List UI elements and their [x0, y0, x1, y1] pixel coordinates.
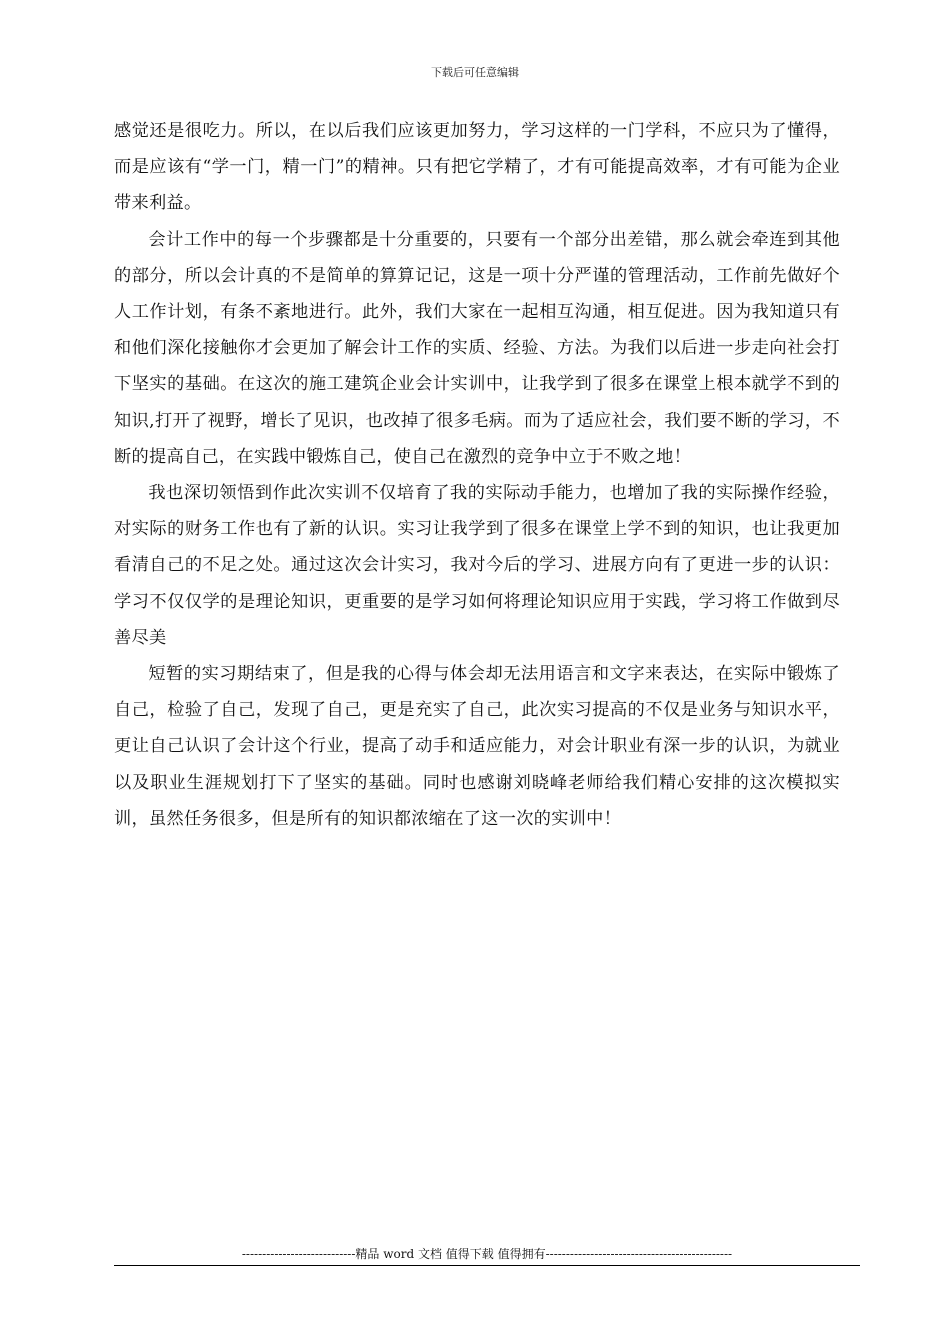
paragraph-4: 短暂的实习期结束了，但是我的心得与体会却无法用语言和文字来表达，在实际中锻炼了自己，检验了自己，发现了自己，更是充实了自己，此次实习提高的不仅是业务与知识水平，更让自己认识了会计这个行业，提高了动手和适应能力，对会计职业有深一步的认识，为就业以及职业生涯规划打下了坚实的基础。同时也感谢刘晓峰老师给我们精心安排的这次模拟实训，虽然任务很多，但是所有的知识都浓缩在了这一次的实训中！ — [114, 664, 840, 829]
page-footer: ----------------------------精品 word 文档 值得下载 值得拥有---------------------------------------------- — [241, 1247, 733, 1261]
document-body — [114, 113, 840, 837]
paragraph-3: 我也深切领悟到作此次实训不仅培育了我的实际动手能力，也增加了我的实际操作经验，对实际的财务工作也有了新的认识。实习让我学到了很多在课堂上学不到的知识，也让我更加看清自己的不足之处。通过这次会计实习，我对今后的学习、进展方向有了更进一步的认识：学习不仅仅学的是理论知识，更重要的是学习如何将理论知识应用于实践，学习将工作做到尽善尽美 — [114, 483, 840, 648]
paragraph-2: 会计工作中的每一个步骤都是十分重要的，只要有一个部分出差错，那么就会牵连到其他的部分，所以会计真的不是简单的算算记记，这是一项十分严谨的管理活动，工作前先做好个人工作计划，有条不紊地进行。此外，我们大家在一起相互沟通，相互促进。因为我知道只有和他们深化接触你才会更加了解会计工作的实质、经验、方法。为我们以后进一步走向社会打下坚实的基础。在这次的施工建筑企业会计实训中，让我学到了很多在课堂上根本就学不到的知识,打开了视野，增长了见识，也改掉了很多毛病。而为了适应社会，我们要不断的学习，不断的提高自己，在实践中锻炼自己，使自己在激烈的竞争中立于不败之地！ — [114, 229, 840, 467]
paragraph-1: 感觉还是很吃力。所以，在以后我们应该更加努力，学习这样的一门学科，不应只为了懂得，而是应该有“学一门，精一门”的精神。只有把它学精了，才有可能提高效率，才有可能为企业带来利益。 — [114, 121, 840, 214]
page-header: 下载后可任意编辑 — [431, 66, 519, 79]
footer-divider — [114, 1265, 860, 1266]
